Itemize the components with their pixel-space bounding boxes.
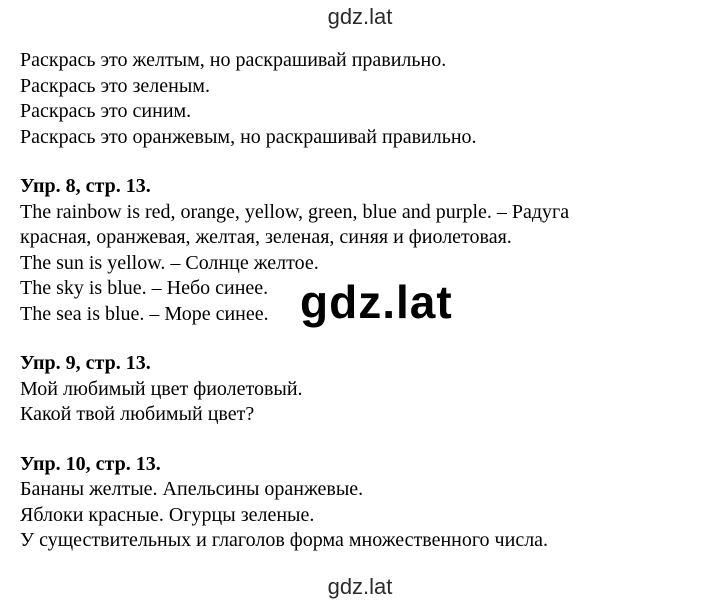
text-line: The rainbow is red, orange, yellow, green, blue and purple. – Радуга (20, 200, 570, 223)
watermark-middle: gdz.lat (300, 276, 453, 328)
watermark-top: gdz.lat (327, 4, 393, 29)
exercise-heading: Упр. 9, стр. 13. (20, 352, 151, 374)
watermark-bottom: gdz.lat (327, 574, 393, 599)
text-line: The sun is yellow. – Солнце желтое. (20, 251, 319, 274)
text-line: The sea is blue. – Море синее. (20, 302, 269, 325)
text-line: Какой твой любимый цвет? (20, 403, 255, 425)
text-line: У существительных и глаголов форма множественного числа. (20, 529, 549, 551)
text-line: The sky is blue. – Небо синее. (20, 277, 269, 299)
exercise-heading: Упр. 8, стр. 13. (20, 175, 151, 197)
text-line: Раскрась это зеленым. (20, 74, 210, 97)
text-line: Бананы желтые. Апельсины оранжевые. (20, 478, 364, 500)
text-line: красная, оранжевая, желтая, зеленая, синяя и фиолетовая. (20, 226, 512, 248)
text-line: Яблоки красные. Огурцы зеленые. (20, 503, 315, 526)
exercise-10 (20, 452, 710, 554)
exercise-9 (20, 351, 710, 428)
color-instructions (20, 48, 710, 150)
text-line: Раскрась это синим. (20, 100, 192, 122)
exercise-heading: Упр. 10, стр. 13. (20, 452, 161, 475)
text-line: Раскрась это оранжевым, но раскрашивай правильно. (20, 125, 477, 148)
text-line: Раскрась это желтым, но раскрашивай правильно. (20, 49, 447, 71)
text-line: Мой любимый цвет фиолетовый. (20, 377, 303, 400)
